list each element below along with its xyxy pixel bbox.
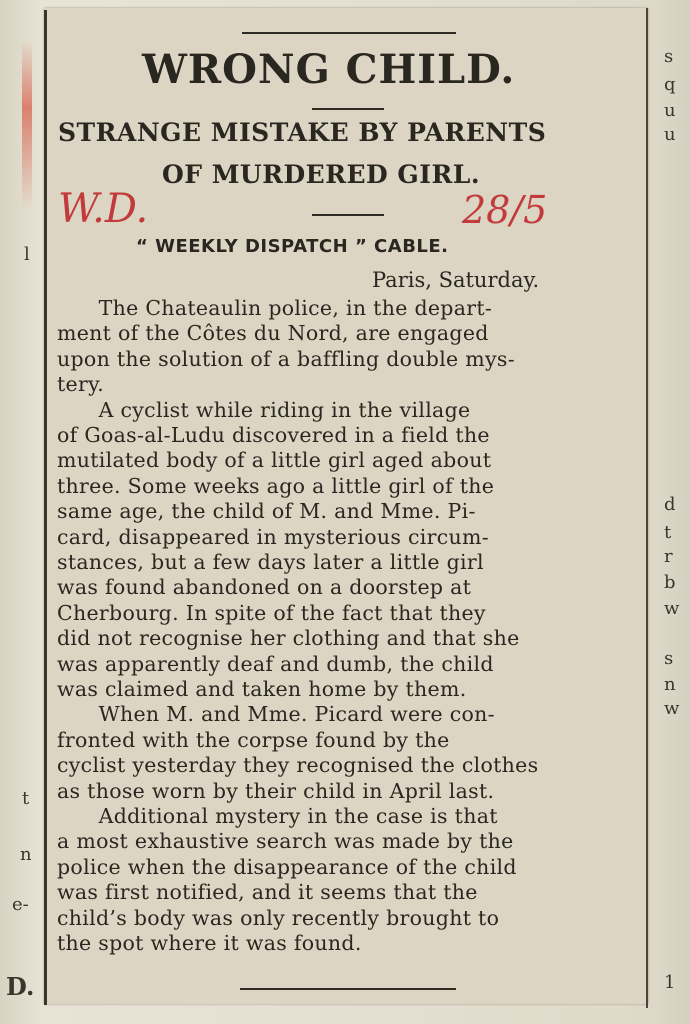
body-line: police when the disappearance of the child bbox=[57, 854, 517, 879]
body-line: was claimed and taken home by them. bbox=[57, 677, 467, 701]
body-line: fronted with the corpse found by the bbox=[57, 727, 450, 752]
body-line: The Chateaulin police, in the depart- bbox=[57, 296, 493, 320]
body-line: three. Some weeks ago a little girl of the bbox=[57, 473, 495, 498]
body-line: upon the solution of a baffling double mys- bbox=[57, 346, 515, 371]
handwritten-initials: W.D. bbox=[58, 186, 149, 232]
margin-fragment: n bbox=[20, 844, 32, 865]
body-line: mutilated body of a little girl aged about bbox=[57, 448, 492, 473]
right-column-rule bbox=[646, 8, 648, 1008]
body-line: the spot where it was found. bbox=[57, 931, 362, 955]
handwritten-date: 28/5 bbox=[462, 188, 548, 232]
body-line: tery. bbox=[57, 372, 105, 397]
margin-fragment: u bbox=[664, 100, 676, 121]
margin-fragment: r bbox=[664, 546, 673, 567]
body-line: Additional mystery in the case is that bbox=[57, 804, 498, 828]
subheadline-line-2: OF MURDERED GIRL. bbox=[162, 160, 481, 189]
margin-fragment: 1 bbox=[664, 972, 676, 993]
headline-rule bbox=[312, 108, 384, 110]
margin-fragment: e- bbox=[12, 894, 29, 915]
top-rule bbox=[242, 32, 456, 34]
byline: “ WEEKLY DISPATCH ” CABLE. bbox=[136, 236, 449, 257]
body-line: of Goas-al-Ludu discovered in a field the bbox=[57, 423, 490, 447]
body-line: a most exhaustive search was made by the bbox=[57, 829, 514, 854]
bottom-rule bbox=[240, 988, 456, 990]
body-line: as those worn by their child in April last. bbox=[57, 778, 495, 803]
margin-fragment: n bbox=[664, 674, 676, 695]
body-line: A cyclist while riding in the village bbox=[57, 397, 471, 422]
body-line: child’s body was only recently brought to bbox=[57, 905, 500, 930]
margin-fragment: w bbox=[664, 598, 680, 619]
margin-fragment: q bbox=[664, 74, 676, 95]
body-line: was apparently deaf and dumb, the child bbox=[57, 651, 494, 676]
margin-fragment: d bbox=[664, 494, 676, 515]
margin-fragment: w bbox=[664, 698, 680, 719]
body-line: was first notified, and it seems that the bbox=[57, 880, 478, 905]
margin-fragment: t bbox=[22, 788, 30, 809]
subheadline-line-1: STRANGE MISTAKE BY PARENTS bbox=[58, 118, 547, 147]
headline: WRONG CHILD. bbox=[142, 46, 516, 93]
margin-fragment: D. bbox=[6, 972, 35, 1001]
left-column-rule bbox=[44, 10, 47, 1005]
margin-fragment: b bbox=[664, 572, 676, 593]
margin-fragment: s bbox=[664, 648, 674, 669]
dateline: Paris, Saturday. bbox=[372, 268, 540, 292]
body-line: card, disappeared in mysterious circum- bbox=[57, 524, 489, 549]
subhead-rule bbox=[312, 214, 384, 216]
body-line: stances, but a few days later a little girl bbox=[57, 550, 484, 574]
margin-fragment: u bbox=[664, 124, 676, 145]
body-line: When M. and Mme. Picard were con- bbox=[57, 702, 495, 727]
body-line: ment of the Côtes du Nord, are engaged bbox=[57, 321, 489, 346]
red-ink-stain bbox=[22, 40, 32, 210]
margin-fragment: s bbox=[664, 46, 674, 67]
body-line: did not recognise her clothing and that she bbox=[57, 626, 520, 651]
margin-fragment: l bbox=[24, 244, 30, 265]
body-line: cyclist yesterday they recognised the clothes bbox=[57, 753, 539, 778]
body-line: was found abandoned on a doorstep at bbox=[57, 575, 472, 600]
body-line: Cherbourg. In spite of the fact that they bbox=[57, 600, 486, 625]
margin-fragment: t bbox=[664, 522, 672, 543]
body-line: same age, the child of M. and Mme. Pi- bbox=[57, 499, 476, 524]
